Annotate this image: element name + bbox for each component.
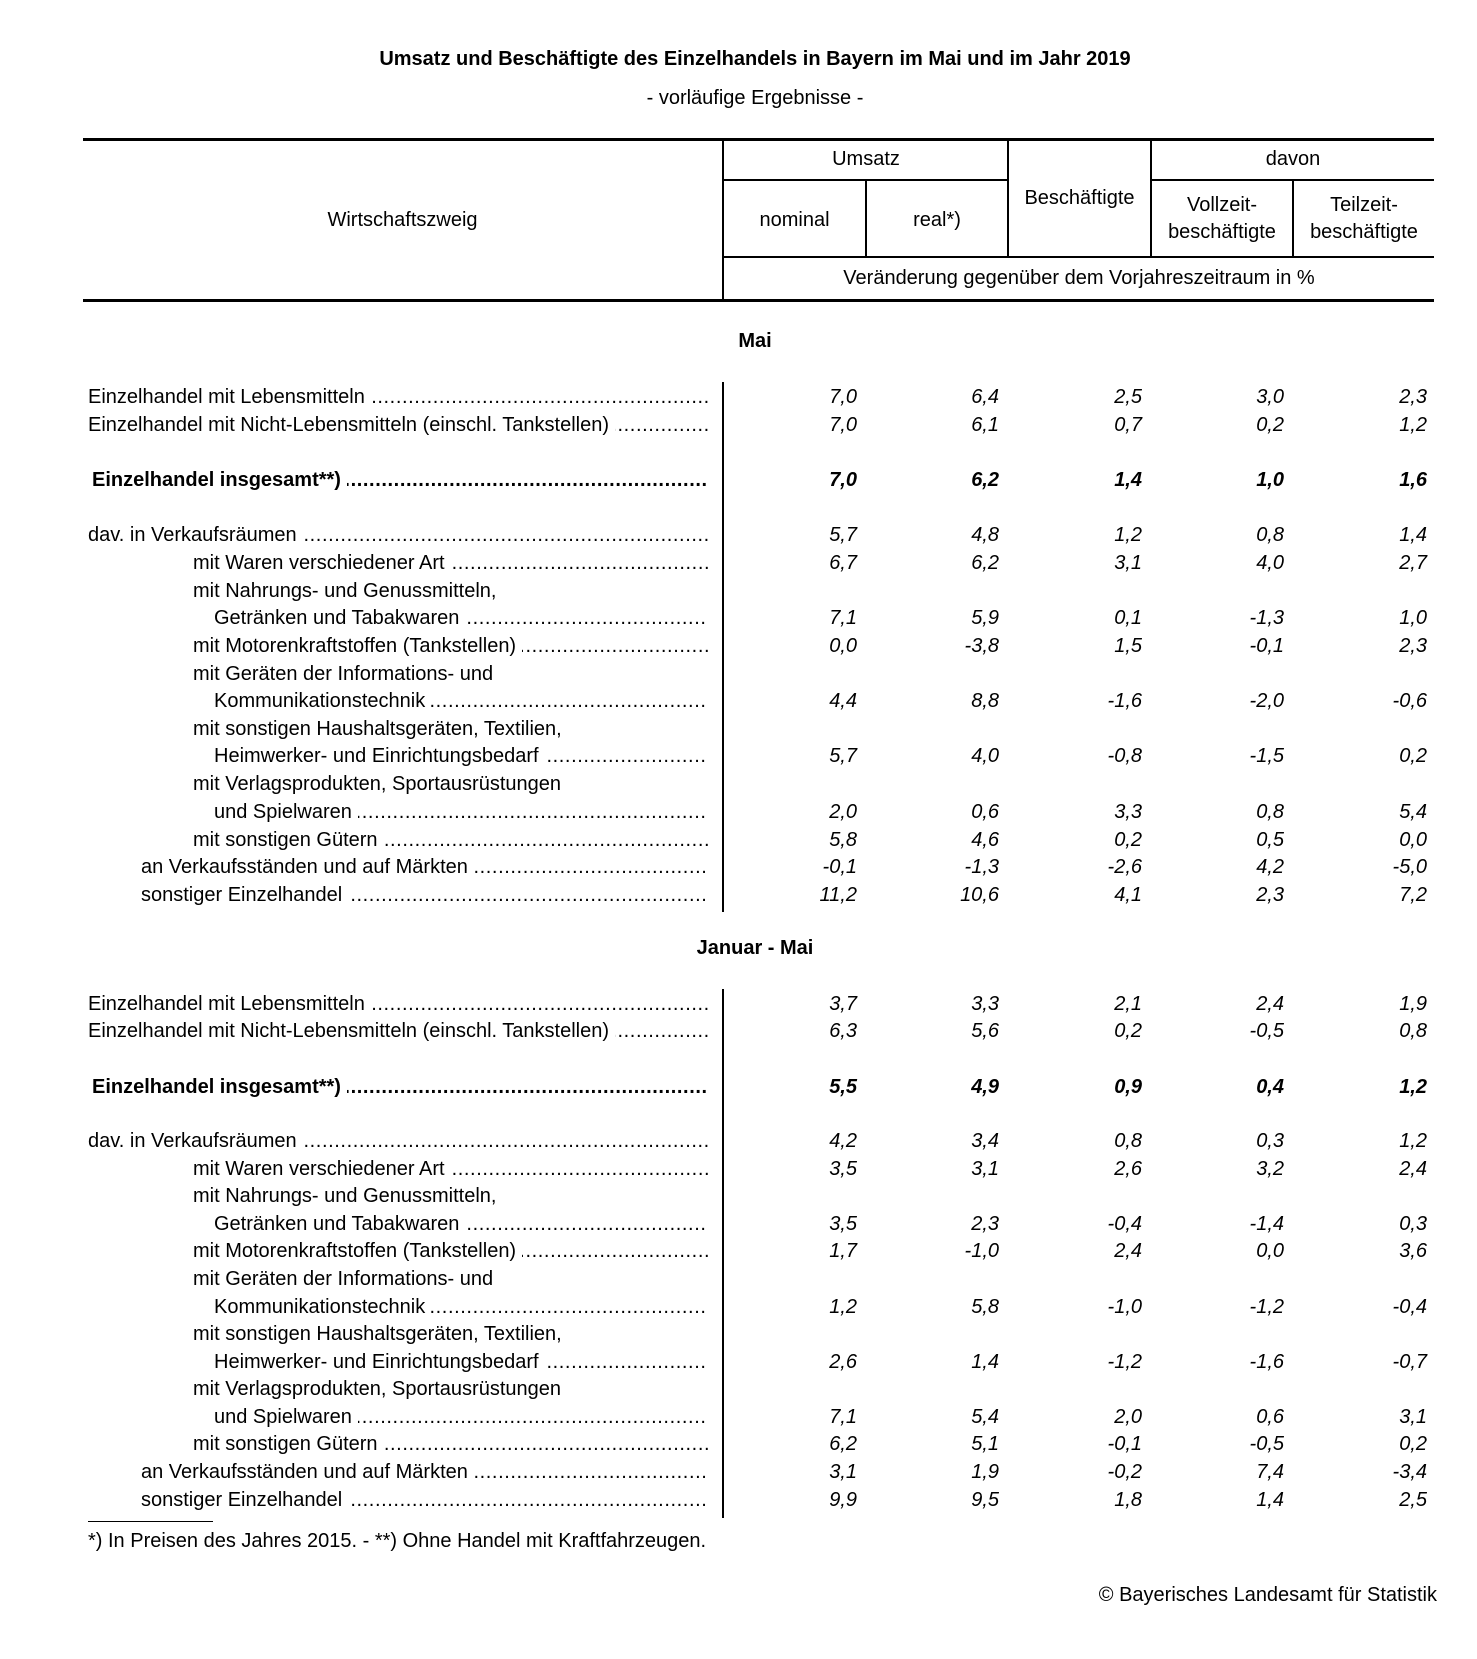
header-vollzeit-line2: beschäftigte [1168, 221, 1276, 243]
table-row [0, 549, 1477, 577]
row-value: 1,0 [1256, 469, 1284, 491]
table-row [0, 687, 1477, 715]
row-value: 6,2 [971, 469, 999, 491]
row-label [193, 715, 708, 743]
row-value: 0,2 [1399, 745, 1427, 767]
row-value: -0,1 [1249, 635, 1284, 657]
page-subtitle: - vorläufige Ergebnisse - [646, 87, 864, 109]
header-teilzeit [1294, 192, 1434, 246]
row-value: 0,6 [971, 801, 999, 823]
header-wirtschaftszweig: Wirtschaftszweig [327, 209, 478, 231]
row-value: 5,5 [829, 1076, 857, 1098]
row-value: 6,1 [971, 414, 999, 436]
table-row [0, 1430, 1477, 1458]
row-value: 1,0 [1399, 607, 1427, 629]
row-value: 0,0 [1256, 1240, 1284, 1262]
row-value: 0,9 [1114, 1076, 1142, 1098]
row-value: -0,7 [1392, 1351, 1427, 1373]
row-value: 0,8 [1256, 524, 1284, 546]
row-label-text: Einzelhandel insgesamt**) [92, 469, 347, 491]
row-label [141, 1486, 708, 1514]
header-teilzeit-line1: Teilzeit- [1330, 194, 1398, 216]
row-label [214, 742, 708, 770]
row-value: 0,2 [1114, 1020, 1142, 1042]
row-label [193, 632, 708, 660]
row-value: 0,4 [1256, 1076, 1284, 1098]
row-value: 0,6 [1256, 1406, 1284, 1428]
row-value: 5,7 [829, 745, 857, 767]
row-value: 3,1 [829, 1461, 857, 1483]
row-label [141, 881, 708, 909]
row-label-text: mit Nahrungs- und Genussmitteln, [193, 1185, 502, 1207]
row-label-text: an Verkaufsständen und auf Märkten [141, 856, 474, 878]
table-row [0, 1155, 1477, 1183]
row-value: 5,8 [971, 1296, 999, 1318]
row-value: 5,4 [971, 1406, 999, 1428]
table-row [0, 1293, 1477, 1321]
row-value: 4,4 [829, 690, 857, 712]
table-row [0, 770, 1477, 798]
table-row [0, 990, 1477, 1018]
row-value: 1,5 [1114, 635, 1142, 657]
table-row [0, 1237, 1477, 1265]
row-label [193, 1430, 708, 1458]
row-value: 1,2 [1114, 524, 1142, 546]
row-label-text: mit Motorenkraftstoffen (Tankstellen) [193, 1240, 522, 1262]
row-value: -1,0 [1107, 1296, 1142, 1318]
row-value: -0,1 [822, 856, 857, 878]
row-label-text: Einzelhandel mit Lebensmitteln [88, 993, 371, 1015]
row-value: 10,6 [960, 884, 999, 906]
row-value: -0,1 [1107, 1433, 1142, 1455]
header-nominal: nominal [759, 209, 830, 231]
row-value: 0,2 [1256, 414, 1284, 436]
row-label-text: Heimwerker- und Einrichtungsbedarf [214, 1351, 545, 1373]
row-label-text: sonstiger Einzelhandel [141, 884, 348, 906]
row-label [88, 411, 708, 439]
row-value: 0,8 [1256, 801, 1284, 823]
row-value: 8,8 [971, 690, 999, 712]
row-label [92, 1073, 708, 1101]
row-value: -0,4 [1107, 1213, 1142, 1235]
table-row [0, 632, 1477, 660]
row-value: 3,3 [1114, 801, 1142, 823]
table-row [0, 1458, 1477, 1486]
row-value: 3,5 [829, 1158, 857, 1180]
row-value: 2,6 [1114, 1158, 1142, 1180]
table-row [0, 798, 1477, 826]
row-value: 1,2 [829, 1296, 857, 1318]
table-row [0, 577, 1477, 605]
row-value: -0,5 [1249, 1020, 1284, 1042]
row-value: 5,8 [829, 829, 857, 851]
row-value: -1,4 [1249, 1213, 1284, 1235]
row-value: 1,4 [971, 1351, 999, 1373]
copyright: © Bayerisches Landesamt für Statistik [1098, 1584, 1437, 1606]
table-row [0, 1210, 1477, 1238]
table-row [0, 466, 1477, 494]
table-row [0, 1073, 1477, 1101]
row-label [214, 1210, 708, 1238]
row-value: 9,9 [829, 1489, 857, 1511]
table-row [0, 383, 1477, 411]
row-label-text: mit Motorenkraftstoffen (Tankstellen) [193, 635, 522, 657]
row-value: -1,0 [964, 1240, 999, 1262]
header-veraenderung: Veränderung gegenüber dem Vorjahreszeitraum in % [843, 267, 1315, 289]
row-label-text: mit Geräten der Informations- und [193, 663, 499, 685]
row-value: 2,3 [1256, 884, 1284, 906]
row-label [88, 383, 708, 411]
row-value: 0,5 [1256, 829, 1284, 851]
row-value: -1,6 [1107, 690, 1142, 712]
header-beschaeftigte: Beschäftigte [1024, 187, 1135, 209]
row-label [214, 1403, 708, 1431]
row-value: 3,6 [1399, 1240, 1427, 1262]
row-value: 0,2 [1399, 1433, 1427, 1455]
row-value: 7,0 [829, 469, 857, 491]
row-value: -0,6 [1392, 690, 1427, 712]
row-label-text: mit Waren verschiedener Art [193, 1158, 451, 1180]
row-value: 5,6 [971, 1020, 999, 1042]
row-value: 0,3 [1399, 1213, 1427, 1235]
row-label-text: mit sonstigen Gütern [193, 1433, 384, 1455]
row-label [193, 770, 708, 798]
row-value: 4,0 [1256, 552, 1284, 574]
row-value: 5,1 [971, 1433, 999, 1455]
row-value: 3,5 [829, 1213, 857, 1235]
table-row [0, 881, 1477, 909]
row-value: -3,4 [1392, 1461, 1427, 1483]
row-value: 1,2 [1399, 1130, 1427, 1152]
table-row [0, 1486, 1477, 1514]
row-value: 1,9 [971, 1461, 999, 1483]
row-label [88, 521, 708, 549]
row-value: -1,2 [1107, 1351, 1142, 1373]
table-row [0, 660, 1477, 688]
row-label-text: mit sonstigen Gütern [193, 829, 384, 851]
row-value: 0,1 [1114, 607, 1142, 629]
row-label-text: und Spielwaren [214, 801, 358, 823]
row-value: -0,8 [1107, 745, 1142, 767]
row-value: 0,8 [1114, 1130, 1142, 1152]
row-label [88, 1127, 708, 1155]
footnote: *) In Preisen des Jahres 2015. - **) Ohne Handel mit Kraftfahrzeugen. [88, 1530, 707, 1552]
header-davon: davon [1265, 148, 1321, 170]
row-label-text: dav. in Verkaufsräumen [88, 524, 303, 546]
row-value: 3,3 [971, 993, 999, 1015]
row-value: 5,7 [829, 524, 857, 546]
row-value: 5,4 [1399, 801, 1427, 823]
table-row [0, 1127, 1477, 1155]
row-value: 6,2 [829, 1433, 857, 1455]
row-value: 0,0 [829, 635, 857, 657]
row-value: 2,6 [829, 1351, 857, 1373]
row-value: 2,7 [1399, 552, 1427, 574]
row-value: 4,8 [971, 524, 999, 546]
row-label [193, 1375, 708, 1403]
row-label-text: Getränken und Tabakwaren [214, 607, 465, 629]
row-label [141, 1458, 708, 1486]
row-value: 1,4 [1114, 469, 1142, 491]
row-value: 4,0 [971, 745, 999, 767]
row-value: -1,6 [1249, 1351, 1284, 1373]
row-value: 4,9 [971, 1076, 999, 1098]
row-label [193, 577, 708, 605]
row-value: 1,8 [1114, 1489, 1142, 1511]
header-bottom-rule [83, 299, 1434, 302]
row-value: 1,4 [1399, 524, 1427, 546]
section-heading: Mai [738, 330, 772, 352]
row-value: 2,5 [1114, 386, 1142, 408]
row-value: 1,9 [1399, 993, 1427, 1015]
row-label [214, 687, 708, 715]
row-label [214, 798, 708, 826]
table-row [0, 1348, 1477, 1376]
row-label-text: Heimwerker- und Einrichtungsbedarf [214, 745, 545, 767]
row-value: -5,0 [1392, 856, 1427, 878]
row-label-text: mit Verlagsprodukten, Sportausrüstungen [193, 773, 567, 795]
table-row [0, 853, 1477, 881]
row-value: 7,2 [1399, 884, 1427, 906]
row-value: 3,1 [1399, 1406, 1427, 1428]
row-label-text: Einzelhandel mit Nicht-Lebensmitteln (einschl. Tankstellen) [88, 1020, 615, 1042]
row-value: 1,6 [1399, 469, 1427, 491]
header-teilzeit-line2: beschäftigte [1310, 221, 1418, 243]
header-vollzeit [1152, 192, 1292, 246]
row-label [193, 660, 708, 688]
row-label [214, 1293, 708, 1321]
header-umsatz: Umsatz [832, 148, 900, 170]
row-value: 2,0 [829, 801, 857, 823]
row-value: 7,4 [1256, 1461, 1284, 1483]
row-value: 7,1 [829, 607, 857, 629]
row-label-text: mit Verlagsprodukten, Sportausrüstungen [193, 1378, 567, 1400]
table-row [0, 826, 1477, 854]
row-value: -2,6 [1107, 856, 1142, 878]
row-value: 7,0 [829, 386, 857, 408]
row-value: -0,5 [1249, 1433, 1284, 1455]
row-value: -2,0 [1249, 690, 1284, 712]
row-value: 2,4 [1114, 1240, 1142, 1262]
row-value: 0,8 [1399, 1020, 1427, 1042]
row-value: 2,4 [1256, 993, 1284, 1015]
table-row [0, 1375, 1477, 1403]
table-row [0, 604, 1477, 632]
row-label-text: und Spielwaren [214, 1406, 358, 1428]
row-value: 4,2 [1256, 856, 1284, 878]
row-label-text: mit Nahrungs- und Genussmitteln, [193, 580, 502, 602]
row-label-text: an Verkaufsständen und auf Märkten [141, 1461, 474, 1483]
row-value: 3,4 [971, 1130, 999, 1152]
row-label [193, 549, 708, 577]
row-value: 1,2 [1399, 414, 1427, 436]
row-value: 6,7 [829, 552, 857, 574]
row-value: 1,4 [1256, 1489, 1284, 1511]
row-label [92, 466, 708, 494]
table-row [0, 1182, 1477, 1210]
row-value: 11,2 [819, 884, 857, 906]
row-label-text: Kommunikationstechnik [214, 690, 431, 712]
row-value: 2,4 [1399, 1158, 1427, 1180]
table-row [0, 1265, 1477, 1293]
row-value: 7,1 [829, 1406, 857, 1428]
row-value: -1,2 [1249, 1296, 1284, 1318]
row-value: 2,0 [1114, 1406, 1142, 1428]
row-value: 4,6 [971, 829, 999, 851]
row-value: -0,4 [1392, 1296, 1427, 1318]
row-value: 3,1 [971, 1158, 999, 1180]
header-vollzeit-line1: Vollzeit- [1186, 194, 1258, 216]
row-value: 2,3 [971, 1213, 999, 1235]
row-value: -1,5 [1249, 745, 1284, 767]
row-label [214, 604, 708, 632]
header-real: real*) [913, 209, 961, 231]
row-label [193, 1237, 708, 1265]
row-value: -3,8 [964, 635, 999, 657]
row-label [88, 1017, 708, 1045]
row-value: 3,1 [1114, 552, 1142, 574]
row-label [193, 1265, 708, 1293]
row-label [214, 1348, 708, 1376]
footnote-rule [88, 1521, 213, 1522]
row-value: 0,7 [1114, 414, 1142, 436]
row-label-text: mit sonstigen Haushaltsgeräten, Textilien, [193, 1323, 568, 1345]
row-label-text: Einzelhandel mit Lebensmitteln [88, 386, 371, 408]
row-value: 6,2 [971, 552, 999, 574]
header-units-rule [722, 256, 1434, 258]
row-value: 6,4 [971, 386, 999, 408]
row-value: 2,5 [1399, 1489, 1427, 1511]
row-label [193, 1320, 708, 1348]
row-label-text: sonstiger Einzelhandel [141, 1489, 348, 1511]
table-row [0, 411, 1477, 439]
row-value: 2,3 [1399, 386, 1427, 408]
row-label [88, 990, 708, 1018]
row-value: 2,3 [1399, 635, 1427, 657]
row-label-text: mit Waren verschiedener Art [193, 552, 451, 574]
row-value: 7,0 [829, 414, 857, 436]
page-title: Umsatz und Beschäftigte des Einzelhandels in Bayern im Mai und im Jahr 2019 [379, 48, 1131, 70]
row-value: 5,9 [971, 607, 999, 629]
row-value: -1,3 [964, 856, 999, 878]
row-label-text: Einzelhandel mit Nicht-Lebensmitteln (einschl. Tankstellen) [88, 414, 615, 436]
row-value: 9,5 [971, 1489, 999, 1511]
row-label-text: Einzelhandel insgesamt**) [92, 1076, 347, 1098]
table-row [0, 521, 1477, 549]
row-value: 3,7 [829, 993, 857, 1015]
row-value: 4,1 [1114, 884, 1142, 906]
row-label [193, 1155, 708, 1183]
table-row [0, 1017, 1477, 1045]
row-label [193, 826, 708, 854]
table-row [0, 1320, 1477, 1348]
row-value: -0,2 [1107, 1461, 1142, 1483]
row-value: 0,0 [1399, 829, 1427, 851]
row-value: 0,3 [1256, 1130, 1284, 1152]
row-value: 1,2 [1399, 1076, 1427, 1098]
table-row [0, 1403, 1477, 1431]
row-value: -1,3 [1249, 607, 1284, 629]
row-value: 3,2 [1256, 1158, 1284, 1180]
row-label [193, 1182, 708, 1210]
table-row [0, 715, 1477, 743]
row-value: 4,2 [829, 1130, 857, 1152]
row-value: 0,2 [1114, 829, 1142, 851]
row-label-text: mit sonstigen Haushaltsgeräten, Textilien, [193, 718, 568, 740]
row-value: 3,0 [1256, 386, 1284, 408]
row-label-text: Getränken und Tabakwaren [214, 1213, 465, 1235]
row-value: 1,7 [829, 1240, 857, 1262]
header-top-rule [83, 138, 1434, 141]
row-label-text: Kommunikationstechnik [214, 1296, 431, 1318]
row-label-text: dav. in Verkaufsräumen [88, 1130, 303, 1152]
row-value: 2,1 [1114, 993, 1142, 1015]
section-heading: Januar - Mai [696, 937, 814, 959]
row-label-text: mit Geräten der Informations- und [193, 1268, 499, 1290]
row-value: 6,3 [829, 1020, 857, 1042]
table-row [0, 742, 1477, 770]
row-label [141, 853, 708, 881]
